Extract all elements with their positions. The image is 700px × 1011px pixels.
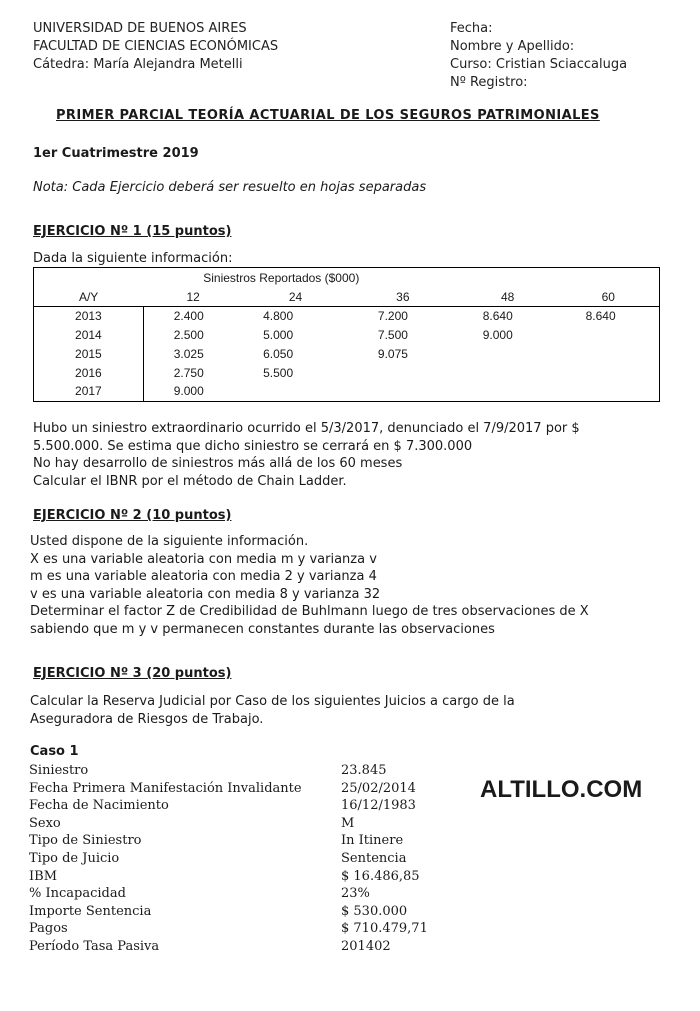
case-label: IBM: [29, 868, 57, 884]
case-label: Fecha de Nacimiento: [29, 798, 169, 814]
table-row: [34, 325, 660, 344]
paragraph-line: No hay desarrollo de siniestros más allá de los 60 meses: [33, 456, 403, 471]
case-label: Sexo: [29, 815, 61, 831]
table-row: [34, 306, 660, 325]
university-header: [33, 20, 278, 74]
exercise-1-text: [33, 420, 580, 490]
case-value: 201402: [341, 938, 391, 954]
value-cell: [243, 382, 348, 401]
case-1-values: [341, 762, 428, 956]
case-label: Tipo de Juicio: [29, 850, 120, 866]
table-row: [34, 363, 660, 382]
exam-note: Nota: Cada Ejercicio deberá ser resuelto en hojas separadas: [33, 180, 427, 195]
case-value: 25/02/2014: [341, 780, 416, 796]
date-label: Fecha:: [450, 21, 493, 36]
value-cell: 6.050: [263, 346, 294, 361]
case-label: Fecha Primera Manifestación Invalidante: [29, 780, 302, 796]
case-label: Período Tasa Pasiva: [29, 938, 160, 954]
year-cell: 2016: [34, 363, 144, 382]
col-header: 36: [348, 288, 458, 306]
exercise-2-heading: EJERCICIO Nº 2 (10 puntos): [33, 508, 232, 523]
paragraph-line: m es una variable aleatoria con media 2 y varianza 4: [30, 569, 377, 584]
student-info-header: [450, 20, 627, 92]
col-header: 12: [143, 288, 243, 306]
value-cell: 9.075: [377, 346, 408, 361]
value-cell: [348, 363, 458, 382]
case-label: % Incapacidad: [29, 886, 126, 902]
claims-triangle-table: [33, 267, 660, 402]
altillo-watermark: ALTILLO.COM: [480, 776, 643, 803]
value-cell: 2.500: [173, 327, 204, 342]
value-cell: 2.400: [173, 308, 204, 323]
case-1-title: Caso 1: [30, 744, 79, 759]
value-cell: 4.800: [263, 308, 294, 323]
exam-term: 1er Cuatrimestre 2019: [33, 146, 199, 161]
paragraph-line: Usted dispone de la siguiente información.: [30, 534, 309, 549]
case-label: Siniestro: [29, 763, 89, 778]
university-name: UNIVERSIDAD DE BUENOS AIRES: [33, 21, 247, 36]
exercise-1-heading: EJERCICIO Nº 1 (15 puntos): [33, 224, 232, 239]
year-cell: 2014: [34, 325, 144, 344]
value-cell: 9.000: [482, 327, 513, 342]
faculty-name: FACULTAD DE CIENCIAS ECONÓMICAS: [33, 39, 279, 54]
paragraph-line: sabiendo que m y v permanecen constantes durante las observaciones: [30, 621, 495, 637]
paragraph-line: Calcular la Reserva Judicial por Caso de los siguientes Juicios a cargo de la: [30, 694, 515, 709]
paragraph-line: Determinar el factor Z de Credibilidad de Buhlmann luego de tres observaciones de X: [30, 604, 589, 619]
value-cell: [558, 344, 660, 363]
row-header: A/Y: [34, 288, 144, 306]
case-value: M: [341, 815, 355, 831]
case-1-labels: [29, 762, 302, 956]
exercise-3-heading: EJERCICIO Nº 3 (20 puntos): [33, 666, 232, 681]
case-label: Pagos: [29, 921, 68, 937]
case-value: $ 16.486,85: [341, 868, 420, 884]
value-cell: [458, 382, 558, 401]
paragraph-line: 5.500.000. Se estima que dicho siniestro se cerrará en $ 7.300.000: [33, 438, 473, 454]
exercise-1-intro: Dada la siguiente información:: [33, 251, 233, 266]
paragraph-line: v es una variable aleatoria con media 8 y varianza 32: [30, 586, 381, 602]
case-value: Sentencia: [341, 850, 407, 866]
paragraph-line: X es una variable aleatoria con media m y varianza v: [30, 551, 377, 567]
table-title: Siniestros Reportados ($000): [143, 268, 659, 289]
value-cell: 8.640: [558, 306, 660, 325]
table-row: [34, 344, 660, 363]
registry-label: Nº Registro:: [450, 75, 528, 90]
case-value: 23.845: [341, 763, 387, 778]
value-cell: [458, 363, 558, 382]
paragraph-line: Calcular el IBNR por el método de Chain Ladder.: [33, 473, 347, 489]
case-label: Tipo de Siniestro: [29, 833, 142, 849]
case-value: 16/12/1983: [341, 798, 416, 814]
year-cell: 2015: [34, 344, 144, 363]
paragraph-line: Aseguradora de Riesgos de Trabajo.: [30, 711, 264, 727]
case-value: 23%: [341, 886, 370, 902]
value-cell: 8.640: [482, 308, 513, 323]
value-cell: 5.000: [263, 327, 294, 342]
value-cell: 7.200: [377, 308, 408, 323]
value-cell: [458, 344, 558, 363]
value-cell: [558, 382, 660, 401]
case-value: $ 710.479,71: [341, 921, 428, 937]
value-cell: [348, 382, 458, 401]
case-value: $ 530.000: [341, 903, 408, 919]
chair-name: Cátedra: María Alejandra Metelli: [33, 57, 243, 72]
col-header: 60: [558, 288, 660, 306]
value-cell: 7.500: [377, 327, 408, 342]
case-label: Importe Sentencia: [29, 903, 152, 919]
year-cell: 2013: [34, 306, 144, 325]
table-row: [34, 382, 660, 401]
exam-title: PRIMER PARCIAL TEORÍA ACTUARIAL DE LOS SEGUROS PATRIMONIALES: [56, 108, 600, 123]
value-cell: 3.025: [173, 346, 204, 361]
value-cell: [558, 363, 660, 382]
exercise-3-text: [30, 693, 515, 728]
year-cell: 2017: [34, 382, 144, 401]
value-cell: 9.000: [143, 382, 243, 401]
col-header: 48: [458, 288, 558, 306]
paragraph-line: Hubo un siniestro extraordinario ocurrido el 5/3/2017, denunciado el 7/9/2017 por $: [33, 421, 580, 436]
name-label: Nombre y Apellido:: [450, 39, 575, 54]
exercise-2-text: [30, 533, 589, 638]
value-cell: 2.750: [173, 365, 204, 380]
col-header: 24: [243, 288, 348, 306]
course-label: Curso: Cristian Sciaccaluga: [450, 57, 628, 72]
value-cell: [558, 325, 660, 344]
value-cell: 5.500: [263, 365, 294, 380]
case-value: In Itinere: [341, 833, 404, 849]
